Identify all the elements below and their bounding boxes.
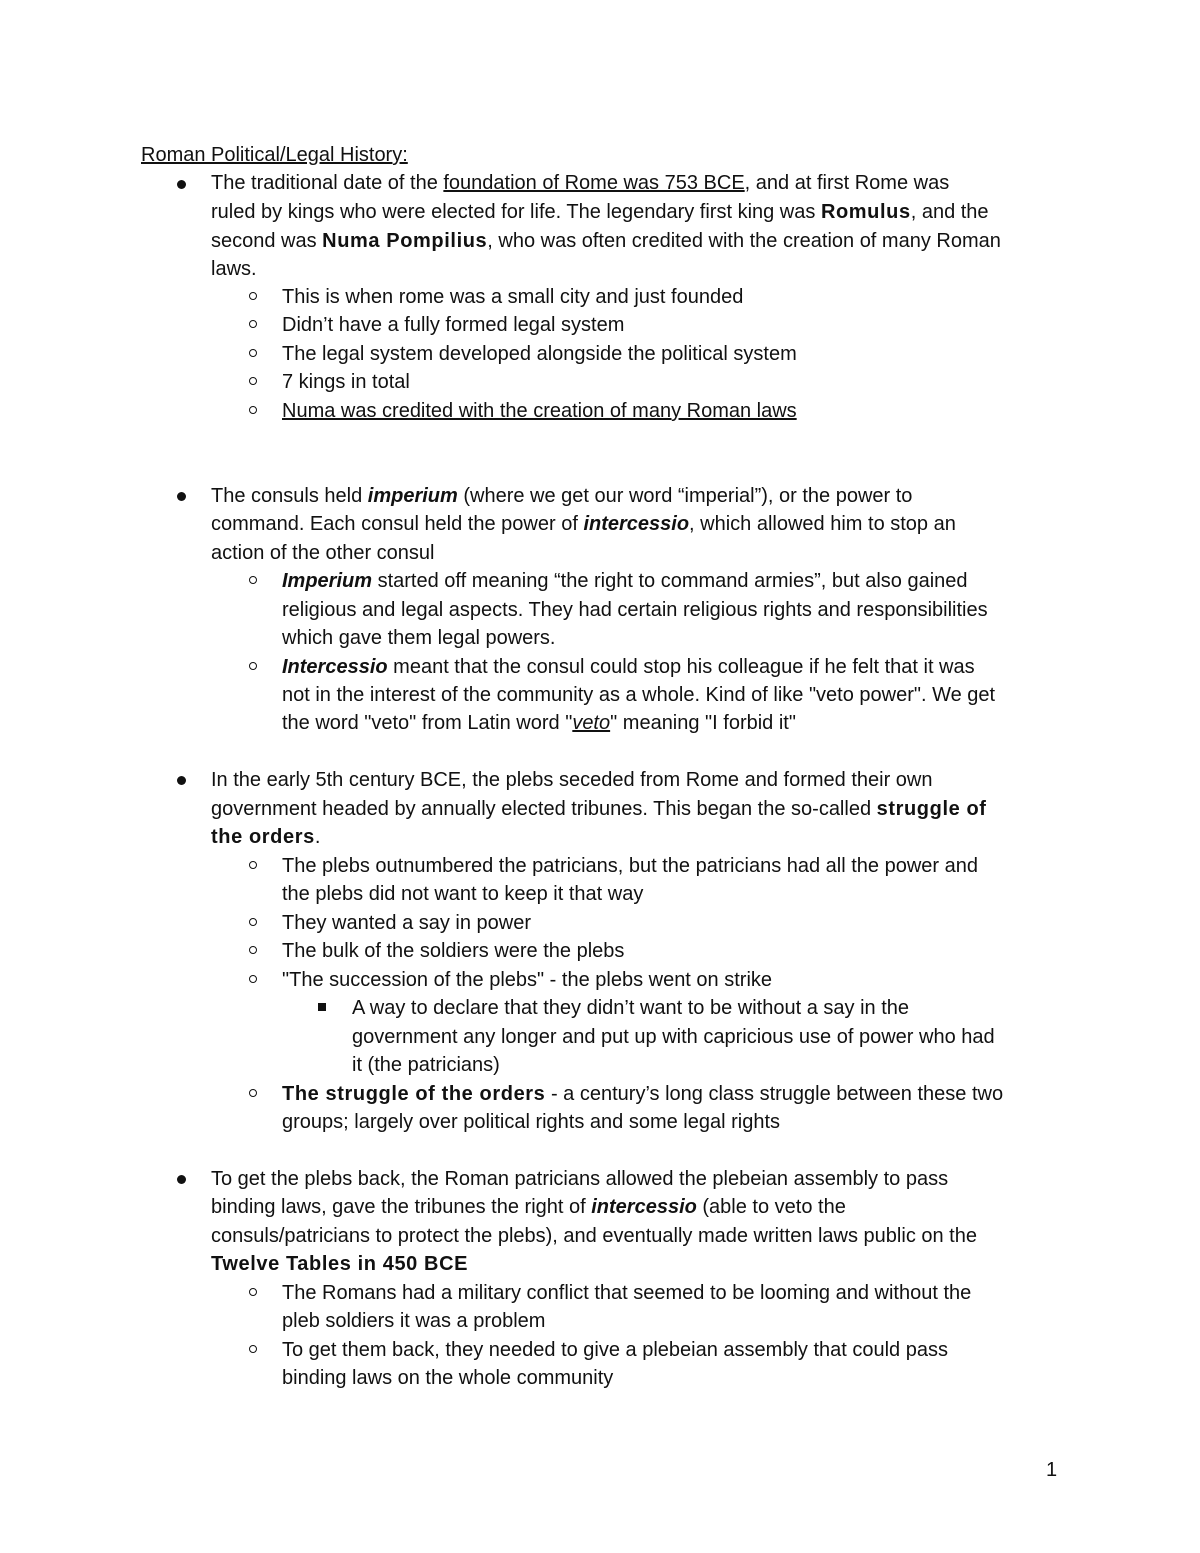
list-item-continued: groups; largely over political rights and some legal rights	[282, 1111, 781, 1133]
list-item: The legal system developed alongside the political system	[282, 343, 797, 365]
bullet-circle	[249, 975, 257, 983]
list-item: They wanted a say in power	[282, 912, 532, 934]
list-item: To get them back, they needed to give a plebeian assembly that could pass	[282, 1339, 948, 1361]
bullet-circle	[249, 1345, 257, 1353]
bullet-circle	[249, 406, 257, 414]
romulus: Romulus	[820, 201, 911, 223]
bullet-circle	[249, 292, 257, 300]
numa-pompilius: Numa Pompilius	[322, 230, 488, 252]
bullet-circle	[249, 662, 257, 670]
bullet-circle	[249, 946, 257, 954]
bullet-circle	[249, 576, 257, 584]
s2-sub1-line-2: religious and legal aspects. They had certain religious rights and responsibilities	[282, 599, 988, 621]
list-item: The plebs outnumbered the patricians, but the patricians had all the power and	[282, 855, 978, 877]
s4-line-3: consuls/patricians to protect the plebs), and eventually made written laws public on the	[211, 1225, 977, 1247]
list-subitem: A way to declare that they didn’t want to be without a say in the	[352, 997, 910, 1019]
section-title: Roman Political/Legal History:	[141, 144, 408, 166]
list-item-continued: the plebs did not want to keep it that way	[282, 883, 644, 905]
list-item: "The succession of the plebs" - the plebs went on strike	[282, 969, 773, 991]
list-item: The bulk of the soldiers were the plebs	[282, 940, 625, 962]
s3-line-3: the orders.	[211, 826, 321, 848]
bullet-circle	[249, 918, 257, 926]
list-item: Didn’t have a fully formed legal system	[282, 314, 625, 336]
s2-line-3: action of the other consul	[211, 542, 435, 564]
s1-line-2: ruled by kings who were elected for life. The legendary first king was Romulus, and the	[211, 201, 989, 223]
list-item: This is when rome was a small city and just founded	[282, 286, 744, 308]
bullet-square	[318, 1003, 326, 1011]
s4-line-2: binding laws, gave the tribunes the right of intercessio (able to veto the	[211, 1196, 846, 1218]
list-subitem-continued: it (the patricians)	[352, 1054, 500, 1076]
s1-line-1: The traditional date of the foundation of Rome was 753 BCE, and at first Rome was	[211, 172, 950, 194]
bullet-dot	[177, 1175, 186, 1184]
s2-sub2-line-1: Intercessio meant that the consul could stop his colleague if he felt that it was	[282, 656, 975, 678]
list-item: The Romans had a military conflict that seemed to be looming and without the	[282, 1282, 972, 1304]
list-item-continued: binding laws on the whole community	[282, 1367, 614, 1389]
bullet-circle	[249, 320, 257, 328]
list-subitem-continued: government any longer and put up with capricious use of power who had	[352, 1026, 995, 1048]
bullet-circle	[249, 377, 257, 385]
page-number: 1	[1046, 1459, 1058, 1481]
bullet-dot	[177, 492, 186, 501]
list-item: 7 kings in total	[282, 371, 410, 393]
s1-line-3: second was Numa Pompilius, who was often credited with the creation of many Roman	[211, 230, 1001, 252]
twelve-tables: Twelve Tables in 450 BCE	[211, 1253, 469, 1275]
s3-line-1: In the early 5th century BCE, the plebs seceded from Rome and formed their own	[211, 769, 933, 791]
s2-sub1-line-1: Imperium started off meaning “the right to command armies”, but also gained	[282, 570, 968, 592]
bullet-circle	[249, 1288, 257, 1296]
bullet-circle	[249, 861, 257, 869]
s1-line-4: laws.	[211, 258, 257, 280]
s2-sub2-line-3: the word "veto" from Latin word "veto" meaning "I forbid it"	[282, 712, 796, 734]
s2-sub1-line-3: which gave them legal powers.	[282, 627, 556, 649]
list-item: Numa was credited with the creation of many Roman laws	[282, 400, 797, 422]
bullet-dot	[177, 180, 186, 189]
s4-line-4	[211, 1250, 468, 1278]
s3-line-2: government headed by annually elected tribunes. This began the so-called struggle of	[211, 798, 987, 820]
bullet-circle	[249, 349, 257, 357]
s2-sub2-line-2: not in the interest of the community as a whole. Kind of like "veto power". We get	[282, 684, 996, 706]
foundation-date: foundation of Rome was 753 BCE	[443, 172, 745, 194]
list-item-continued: pleb soldiers it was a problem	[282, 1310, 546, 1332]
s2-line-2: command. Each consul held the power of intercessio, which allowed him to stop an	[211, 513, 956, 535]
bullet-dot	[177, 776, 186, 785]
s2-line-1: The consuls held imperium (where we get our word “imperial”), or the power to	[211, 485, 913, 507]
s4-line-1: To get the plebs back, the Roman patricians allowed the plebeian assembly to pass	[211, 1168, 949, 1190]
bullet-circle	[249, 1089, 257, 1097]
list-item: The struggle of the orders - a century’s long class struggle between these two	[282, 1083, 1004, 1105]
